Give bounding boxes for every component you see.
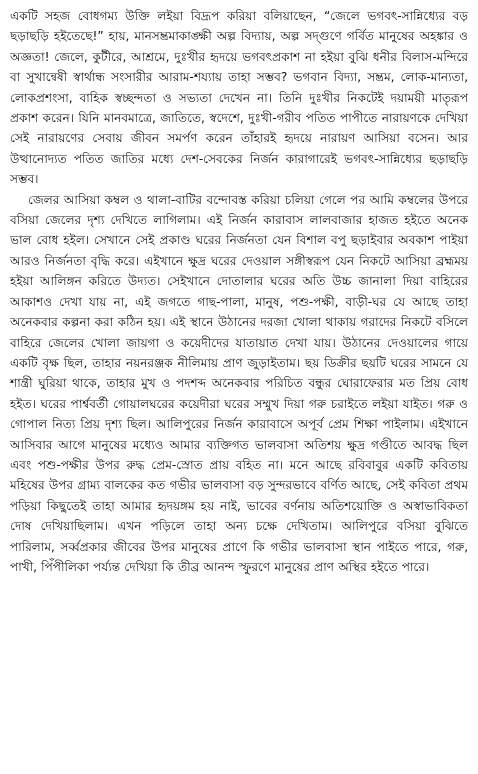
paragraph-2: জেলর আসিয়া কম্বল ও থালা-বাটির বন্দোবস্ত করিয়া চলিয়া গেলে পর আমি কম্বলের উপরে বসিয়া জেলের দৃশ্য দেখিতে লাগিলাম। এই নির্জন কারাবাস লালবাজার হাজত হইতে অনেক ভাল বোধ হইল। সেখানে সেই প্রকাণ্ড ঘরের নির্জনতা যেন বিশাল বপু ছড়াইবার অবকাশ পাইয়া আরও নির্জনতা বৃদ্ধি করে। এইখানে ক্ষুদ্র ঘরের দেওয়াল সঙ্গীস্বরূপ যেন নিকটে আসিয়া ব্রহ্মময় হইয়া আলিঙ্গন করিতে উদ্যত। সেইখানে দোতালার ঘরের অতি উচ্চ জানালা দিয়া বাহিরের আকাশও দেখা যায় না, এই জগতে গাছ-পালা, মানুষ, পশু-পক্ষী, বাড়ী-ঘর যে আছে তাহা অনেকবার কল্পনা করা কঠিন হয়। এই স্থানে উঠানের দরজা খোলা থাকায় গরাদের নিকটে বসিলে বাহিরে জেলের খোলা জায়গা ও কয়েদীদের যাতায়াত দেখা যায়। উঠানের দেওয়ালের গায়ে একটি বৃক্ষ ছিল, তাহার নয়নরঞ্জক নীলিমায় প্রাণ জুড়াইতাম। ছয় ডিক্রীর ছয়টি ঘরের সামনে যে শান্ত্রী ঘুরিয়া থাকে, তাহার মুখ ও পদশব্দ অনেকবার পরিচিত বন্ধুর ঘোরাফেরার মত প্রিয় বোধ হইত। ঘরের পার্শ্ববর্তী গোয়ালঘরের কয়েদীরা ঘরের সম্মুখ দিয়া গরু চরাইতে লইয়া যাইত। গরু ও গোপাল নিত্য প্রিয় দৃশ্য ছিল। আলিপুরের নির্জন কারাবাসে অপূর্ব প্রেম শিক্ষা পাইলাম। এইখানে আসিবার আগে মানুষের মধ্যেও আমার ব্যক্তিগত ভালবাসা অতিশয় ক্ষুদ্র গণ্ডীতে আবদ্ধ ছিল এবং পশু-পক্ষীর উপর রুদ্ধ প্রেম-স্রোত প্রায় বহিত না। মনে আছে রবিবাবুর একটি কবিতায় মহিষের উপর গ্রাম্য বালকের কত গভীর ভালবাসা বড় সুন্দরভাবে বর্ণিত আছে, সেই কবিতা প্রথম পড়িয়া কিছুতেই তাহা আমার হৃদয়ঙ্গম হয় নাই, ভাবের বর্ণনায় অতিশয়োক্তি ও অস্বাভাবিকতা দোষ দেখিয়াছিলাম। এখন পড়িলে তাহা অন্য চক্ষে দেখিতাম। আলিপুরে বসিয়া বুঝিতে পারিলাম, সর্ব্বপ্রকার জীবের উপর মানুষের প্রাণে কি গভীর ভালবাসা স্থান পাইতে পারে, গরু, পাখী, পিঁপীলিকা পর্য্যন্ত দেখিয়া কি তীব্র আনন্দ স্ফুরণে মানুষের প্রাণ অস্থির হইতে পারে। (10, 192, 468, 574)
paragraph-1: একটি সহজ বোধগম্য উক্তি লইয়া বিদ্রূপ করিয়া বলিয়াছেন, “জেলে ভগবৎ-সান্নিধ্যের বড় ছড়াছড়ি হইতেছে!” হায়, মানসম্ভ্রমাকাঙ্ক্ষী অল্প বিদ্যায়, অল্প সদ্গুণে গর্বিত মানুষের অহঙ্কার ও অজ্ঞতা! জেলে, কুটীরে, আশ্রমে, দুঃখীর হৃদয়ে ভগবৎপ্রকাশ না হইয়া বুঝি ধনীর বিলাস-মন্দিরে বা সুখান্বেষী স্বার্থান্ধ সংসারীর আরাম-শয্যায় তাহা সম্ভব? ভগবান বিদ্যা, সম্ভ্রম, লোক-মান্যতা, লোকপ্রশংসা, বাহিক স্বচ্ছন্দতা ও সভ্যতা দেখেন না। তিনি দুঃখীর নিকটেই দয়াময়ী মাতৃরূপ প্রকাশ করেন। যিনি মানবমাত্রে, জাতিতে, স্বদেশে, দুঃখী-গরীব পতিত পাপীতে নারায়ণকে দেখিয়া সেই নারায়ণের সেবায় জীবন সমর্পণ করেন তাঁহারই হৃদয়ে নারায়ণ আসিয়া বসেন। আর উত্থানোদ্যত পতিত জাতির মধ্যে দেশ-সেবকের নির্জন কারাগারেই ভগবৎ-সান্নিধ্যের ছড়াছড়ি সম্ভব। (10, 9, 468, 187)
